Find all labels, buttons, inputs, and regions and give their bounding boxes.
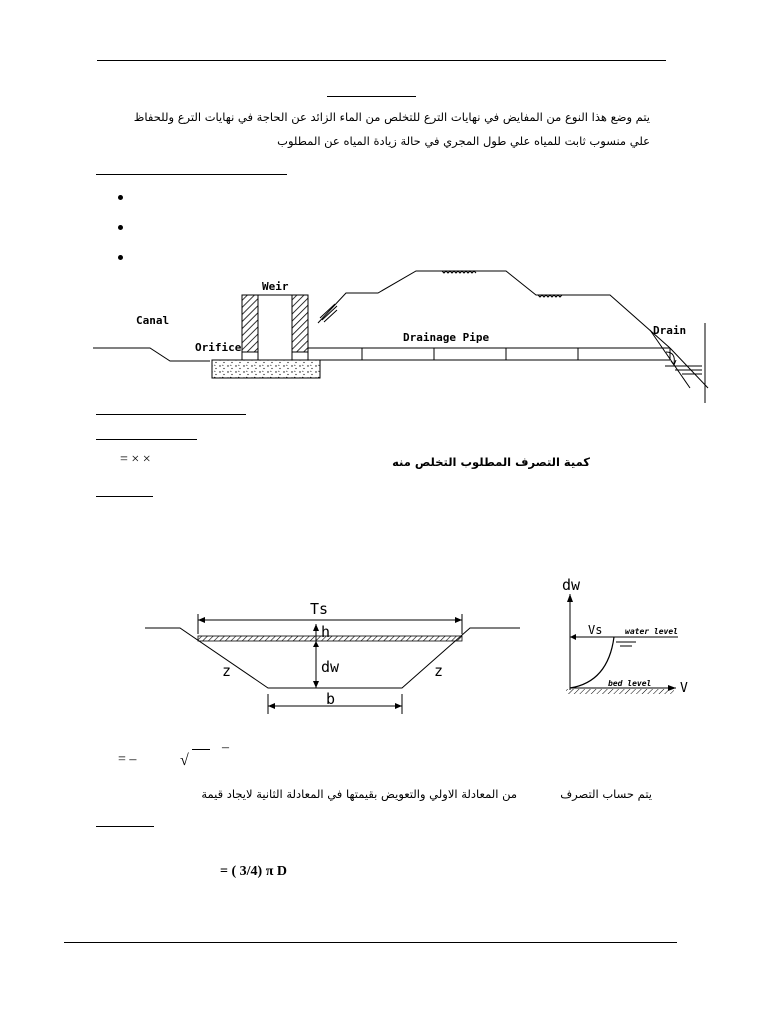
root-bar [192, 749, 210, 750]
label-vs: Vs [588, 623, 603, 637]
label-v: V [680, 681, 688, 696]
label-dw: dw [562, 576, 581, 594]
label-canal: Canal [136, 314, 170, 327]
section-underline [96, 439, 197, 440]
label-drainage-pipe: Drainage Pipe [403, 331, 490, 344]
equation-lhs: = – [118, 752, 137, 767]
bullet-point [118, 255, 123, 260]
equation-minus: – [222, 740, 229, 755]
weir-cross-section-diagram [90, 268, 715, 408]
section-underline [96, 826, 154, 827]
intro-line-1: يتم وضع هذا النوع من المفايض في نهايات الترع للتخلص من الماء الزائد عن الحاجة في نهايات الترع وللحفاظ [133, 110, 650, 124]
heading-underline [327, 96, 416, 97]
note-text-left: من المعادلة الاولي والتعويض بقيمتها في المعادلة الثانية لايجاد قيمة [201, 787, 517, 801]
label-z-right: z [434, 662, 444, 680]
note-text-right: يتم حساب التصرف [560, 787, 652, 801]
label-orifice: Orifice [195, 341, 242, 354]
label-b: b [326, 690, 336, 708]
section-underline [96, 414, 246, 415]
label-ts: Ts [310, 600, 329, 618]
section-underline [96, 496, 153, 497]
square-root-sign: √ [180, 752, 189, 769]
trapezoidal-channel-diagram [140, 590, 530, 720]
label-z-left: z [222, 662, 232, 680]
velocity-profile-diagram [558, 574, 698, 700]
label-bed-level: bed level [608, 679, 652, 688]
discharge-label: كمية التصرف المطلوب التخلص منه [392, 455, 590, 469]
label-water-level: water level [625, 627, 678, 636]
discharge-formula: = × × [120, 452, 151, 467]
header-rule [97, 60, 666, 61]
label-h: h [321, 623, 331, 641]
label-dw: dw [321, 658, 340, 676]
intro-line-2: علي منسوب ثابت للمياه علي طول المجري في حالة زيادة المياه عن المطلوب [277, 134, 650, 148]
equation-pipe-length: = ( 3/4) π D [220, 864, 287, 879]
bullet-point [118, 195, 123, 200]
bullet-point [118, 225, 123, 230]
label-weir: Weir [262, 280, 289, 293]
label-drain: Drain [653, 324, 687, 337]
footer-rule [64, 942, 677, 943]
section-underline [96, 174, 287, 175]
